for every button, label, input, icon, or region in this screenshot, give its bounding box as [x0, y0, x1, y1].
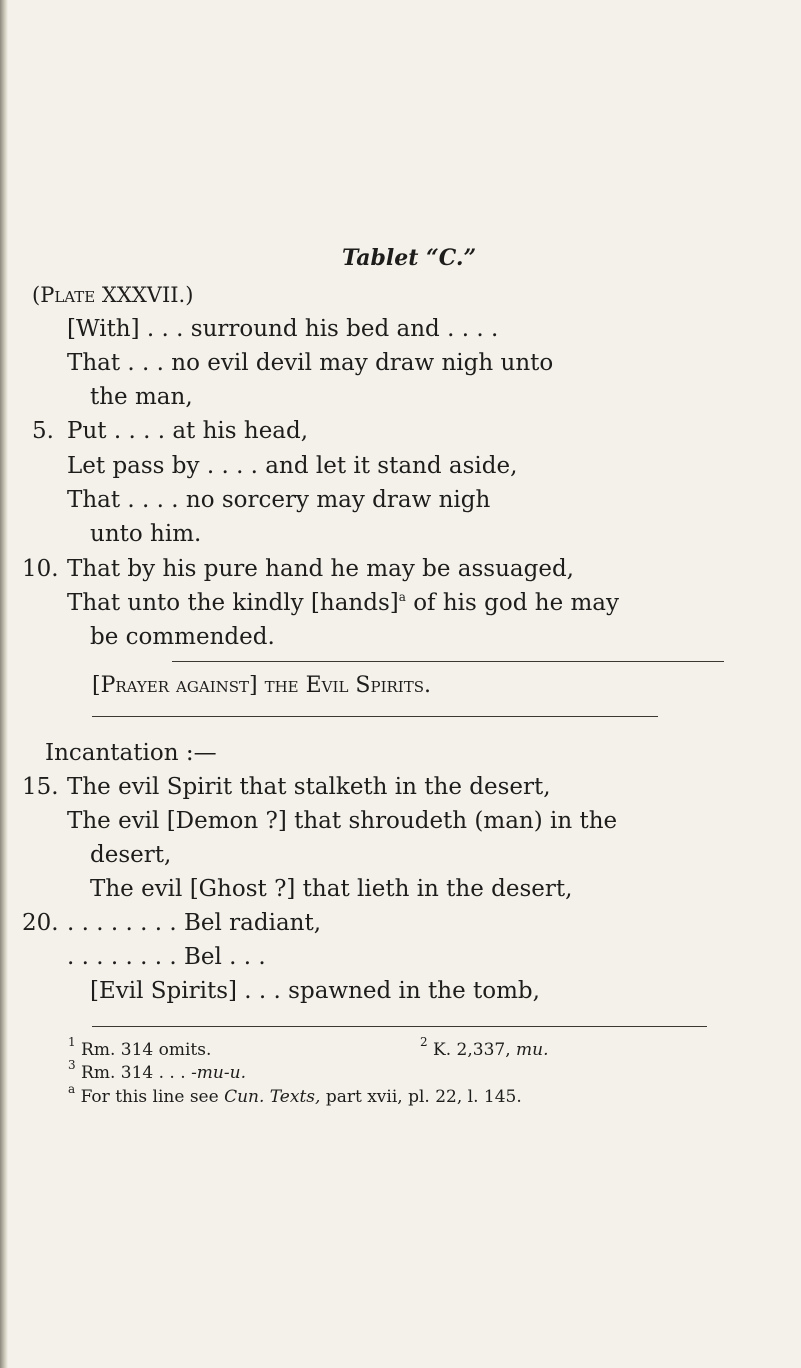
text-line: The evil [Demon ?] that shroudeth (man) in the	[67, 808, 618, 834]
text-line: desert,	[90, 842, 172, 868]
text-line: That by his pure hand he may be assuaged,	[67, 556, 574, 582]
running-title: Tablet “C.”	[342, 245, 477, 271]
footnote-a	[68, 1082, 522, 1108]
text-line: unto him.	[90, 521, 202, 547]
footnote-text: For this line see	[80, 1087, 225, 1107]
plate-label: (Plate XXXVII.)	[32, 283, 194, 307]
text-line: . . . . . . . . Bel . . .	[67, 944, 266, 970]
footnote-marker: 2	[420, 1035, 428, 1049]
line-number: 20.	[22, 910, 59, 936]
footnote-italic: Cun. Texts,	[224, 1087, 321, 1107]
text-line: [Evil Spirits] . . . spawned in the tomb,	[90, 978, 540, 1004]
footnote-text: K. 2,337,	[433, 1040, 517, 1060]
text-fragment: of his god he may	[405, 590, 620, 616]
footnote-text: Rm. 314 . . .	[81, 1063, 192, 1083]
footnote-1	[68, 1035, 212, 1061]
text-line: That . . . . no sorcery may draw nigh	[67, 487, 491, 513]
text-line: be commended.	[90, 624, 275, 650]
line-number: 15.	[22, 774, 59, 800]
text-line	[67, 589, 619, 617]
incantation-label: Incantation :—	[45, 740, 217, 766]
footnote-marker: 1	[68, 1035, 76, 1049]
text-line: Put . . . . at his head,	[67, 418, 309, 444]
text-line: the man,	[90, 384, 193, 410]
line-number: 5.	[32, 418, 54, 444]
footnote-text: Rm. 314 omits.	[81, 1040, 212, 1060]
footnote-divider	[92, 1026, 707, 1027]
text-line: The evil Spirit that stalketh in the desert,	[67, 774, 551, 800]
text-line: . . . . . . . . Bel radiant,	[67, 910, 322, 936]
divider	[172, 661, 724, 662]
footnote-marker: a	[68, 1082, 76, 1096]
divider	[92, 716, 658, 717]
footnote-text: part xvii, pl. 22, l. 145.	[320, 1087, 522, 1107]
text-line: [With] . . . surround his bed and . . . .	[67, 316, 499, 342]
footnote-3	[68, 1058, 246, 1084]
footnote-marker: 3	[68, 1058, 76, 1072]
section-title: [Prayer against] the Evil Spirits.	[92, 673, 431, 698]
footnote-reference: a	[398, 590, 406, 604]
text-line: Let pass by . . . . and let it stand aside,	[67, 453, 518, 479]
footnote-italic: -mu-u.	[191, 1063, 246, 1083]
text-fragment: That unto the kindly [hands]	[67, 590, 399, 616]
text-line: That . . . no evil devil may draw nigh unto	[67, 350, 554, 376]
text-line: The evil [Ghost ?] that lieth in the desert,	[90, 876, 573, 902]
footnote-italic: mu.	[516, 1040, 549, 1060]
line-number: 10.	[22, 556, 59, 582]
footnote-2	[420, 1035, 549, 1061]
